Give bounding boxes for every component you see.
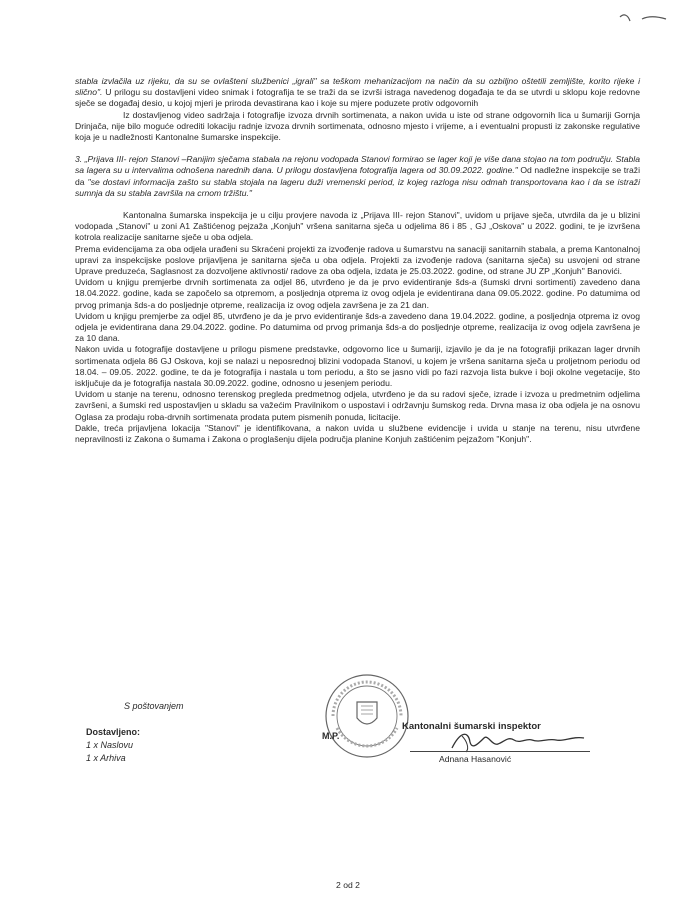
paragraph-text: Od nadležne inspekcije se traži da — [75, 165, 640, 187]
quoted-complaint: 3. „Prijava III- rejon Stanovi –Ranijim sječama stabala na rejonu vodopada Stanovi formirao se lager koji je više dana stojao na tom području. Stabla sa lagera su u intervalima odnošena narednih dana. U prilogu dostavljena fotografija lagera od 30.09.2022. godine." — [75, 154, 640, 176]
signature-line — [410, 751, 590, 752]
paragraph-text: U prilogu su dostavljeni video snimak i fotografija te se traži da se izvrši istraga navedenog događaja te da se utvrdi u sklopu koje redovne sječe se događaj desio, u kojoj mjeri je priroda devastirana kao i koje su mjere poduzete protiv odgovornih — [75, 87, 640, 109]
body-paragraph — [75, 76, 640, 110]
body-paragraph — [75, 154, 640, 199]
paragraph-text: Prema evidencijama za oba odjela urađeni su Skraćeni projekti za izvođenje radova u šumarstvu na sanaciji sanitarnih stabala, a prema Kantonalnoj upravi za inspekcijske poslove prijavljena je sanitarna sječa u oba odjela. Projekti za izvođenje radova (sanitarna sječa) su usvojeni od strane Uprave preduzeća, Saglasnost za dozvoljene aktivnosti/ radove za oba odjela, izdata je 25.03.2022. godine, od strane JU ZP „Konjuh" Banovići. — [75, 243, 640, 277]
corner-scribble-mark — [618, 11, 668, 25]
delivery-list — [86, 726, 140, 765]
quoted-request: "se dostavi informacija zašto su stabla stojala na lageru duži vremenski period, iz kojeg razloga nisu odmah transportovana kao i da se istraži sumnja da su stabla završila na crnom tržištu." — [75, 176, 640, 198]
official-stamp-seal — [323, 672, 411, 760]
letter-body — [75, 76, 640, 445]
body-paragraph — [75, 344, 640, 389]
paragraph-text: Uvidom u stanje na terenu, odnosno terenskog pregleda predmetnog odjela, utvrđeno je da su radovi sječe, izrade i izvoza u predmetnim odjelima završeni, a šumski red uspostavljen u skladu sa važećim Pravilnikom o uspostavi i održavnju šumskog reda. Drvna masa iz oba odjela je na osnovu Oglasa za prodaju roba-drvnih sortimenata prodata putem pismenih ponuda, licitacije. — [75, 389, 640, 422]
paragraph-gap — [75, 143, 640, 154]
closing-greeting: S poštovanjem — [124, 701, 184, 711]
inspector-name: Adnana Hasanović — [439, 754, 512, 764]
paragraph-gap — [75, 199, 640, 210]
body-paragraph — [75, 244, 640, 278]
paragraph-text: Uvidom u knjigu premjerbe drvnih sortimenata za odjel 86, utvrđeno je da je prvo evidentiranje šds-a (šumski drvni sortimenti) zavedeno dana 18.04.2022. godine, kada se započelo sa otpremom, a posljednja otprema iz ovog odjela je evidentirana dana 09.05.2022. godine. Po datumima od prvog primanja šds-a do posljednje otpreme, realizacija iz ovog odjela završena je za 21 dan. — [75, 277, 640, 310]
page-number: 2 od 2 — [336, 880, 360, 890]
delivery-heading: Dostavljeno: — [86, 727, 141, 737]
paragraph-text: Uvidom u knjigu premjerbe za odjel 85, utvrđeno je da je prvo evidentiranje šds-a zavedeno dana 19.04.2022. godine, a posljednja otprema iz ovog odjela je evidentirana dana 29.04.2022. godine. Po datumima od prvog primanja šds-a do posljednje otpreme, realizacija iz ovog odjela završena je za 10 dana. — [75, 310, 640, 344]
stamp-label: M.P. — [322, 731, 340, 741]
body-paragraph — [75, 210, 640, 244]
quoted-complaint: stabla izvlačila uz rijeku, da su se ovlašteni službenici „igrali" sa teškom mehanizacijom na način da su ozbiljno oštetili zemljište, korito rijeke i slično". — [75, 76, 640, 98]
inspector-title: Kantonalni šumarski inspektor — [402, 721, 541, 732]
paragraph-text: Kantonalna šumarska inspekcija je u cilju provjere navoda iz „Prijava III- rejon Stanovi", uvidom u prijave sječa, utvrdila da je u blizini vodopada „Stanovi" u zoni A1 Zaštićenog pejzaža „Konjuh" vršena sanitarna sječa u odjelima 86 i 85 , GJ „Oskova" u 2022. godini, te je izvršena kotrola realizacije sanitarne sječe u oba odjela. — [75, 210, 640, 243]
body-paragraph — [75, 311, 640, 345]
paragraph-text: Iz dostavljenog video sadržaja i fotografije izvoza drvnih sortimenata, a nakon uvida u iste od strane odgovornih lica u šumariji Gornja Drinjača, nije bilo moguće odrediti lokaciju radnje izvoza drvnih sortimenata, odnosno mjesto i vrijeme, a i eventualni propusti iz zakonske regulative koja je u nadležnosti Kantonalne šumarske inspekcije. — [75, 109, 640, 143]
paragraph-text: Dakle, treća prijavljena lokacija "Stanovi" je identifikovana, a nakon uvida u službene evidencije i uvida u stanje na terenu, nisu utvrđene nepravilnosti iz Zakona o šumama i Zakona o proglašenju dijela područja planine Konjuh zaštićenim pejzažom "Konjuh". — [75, 422, 640, 445]
body-paragraph — [75, 110, 640, 144]
delivery-item: 1 x Naslovu — [86, 740, 134, 750]
body-paragraph — [75, 389, 640, 423]
body-paragraph — [75, 277, 640, 311]
body-paragraph — [75, 423, 640, 445]
delivery-item: 1 x Arhiva — [86, 753, 126, 763]
paragraph-text: Nakon uvida u fotografije dostavljene u prilogu pismene predstavke, odgovorno lice u šumariji, izjavilo je da je na fotografiji prikazan lager drvnih sortimenata odjela 86 GJ Oskova, koji se nalazi u neposrednoj blizini vodopada Stanovi, u kojem je vršena sanitarna sječa u proljetnom periodu od 18.04. – 09.05. 2022. godine, te da je fotografija i nastala u tom periodu, a što se jasno vidi po fazi razvoja lista bukve i boji okolne vegetacije, što isključuje da je fotografija nastala 30.09.2022. godine, odnosno u jesenjem periodu. — [75, 344, 640, 389]
